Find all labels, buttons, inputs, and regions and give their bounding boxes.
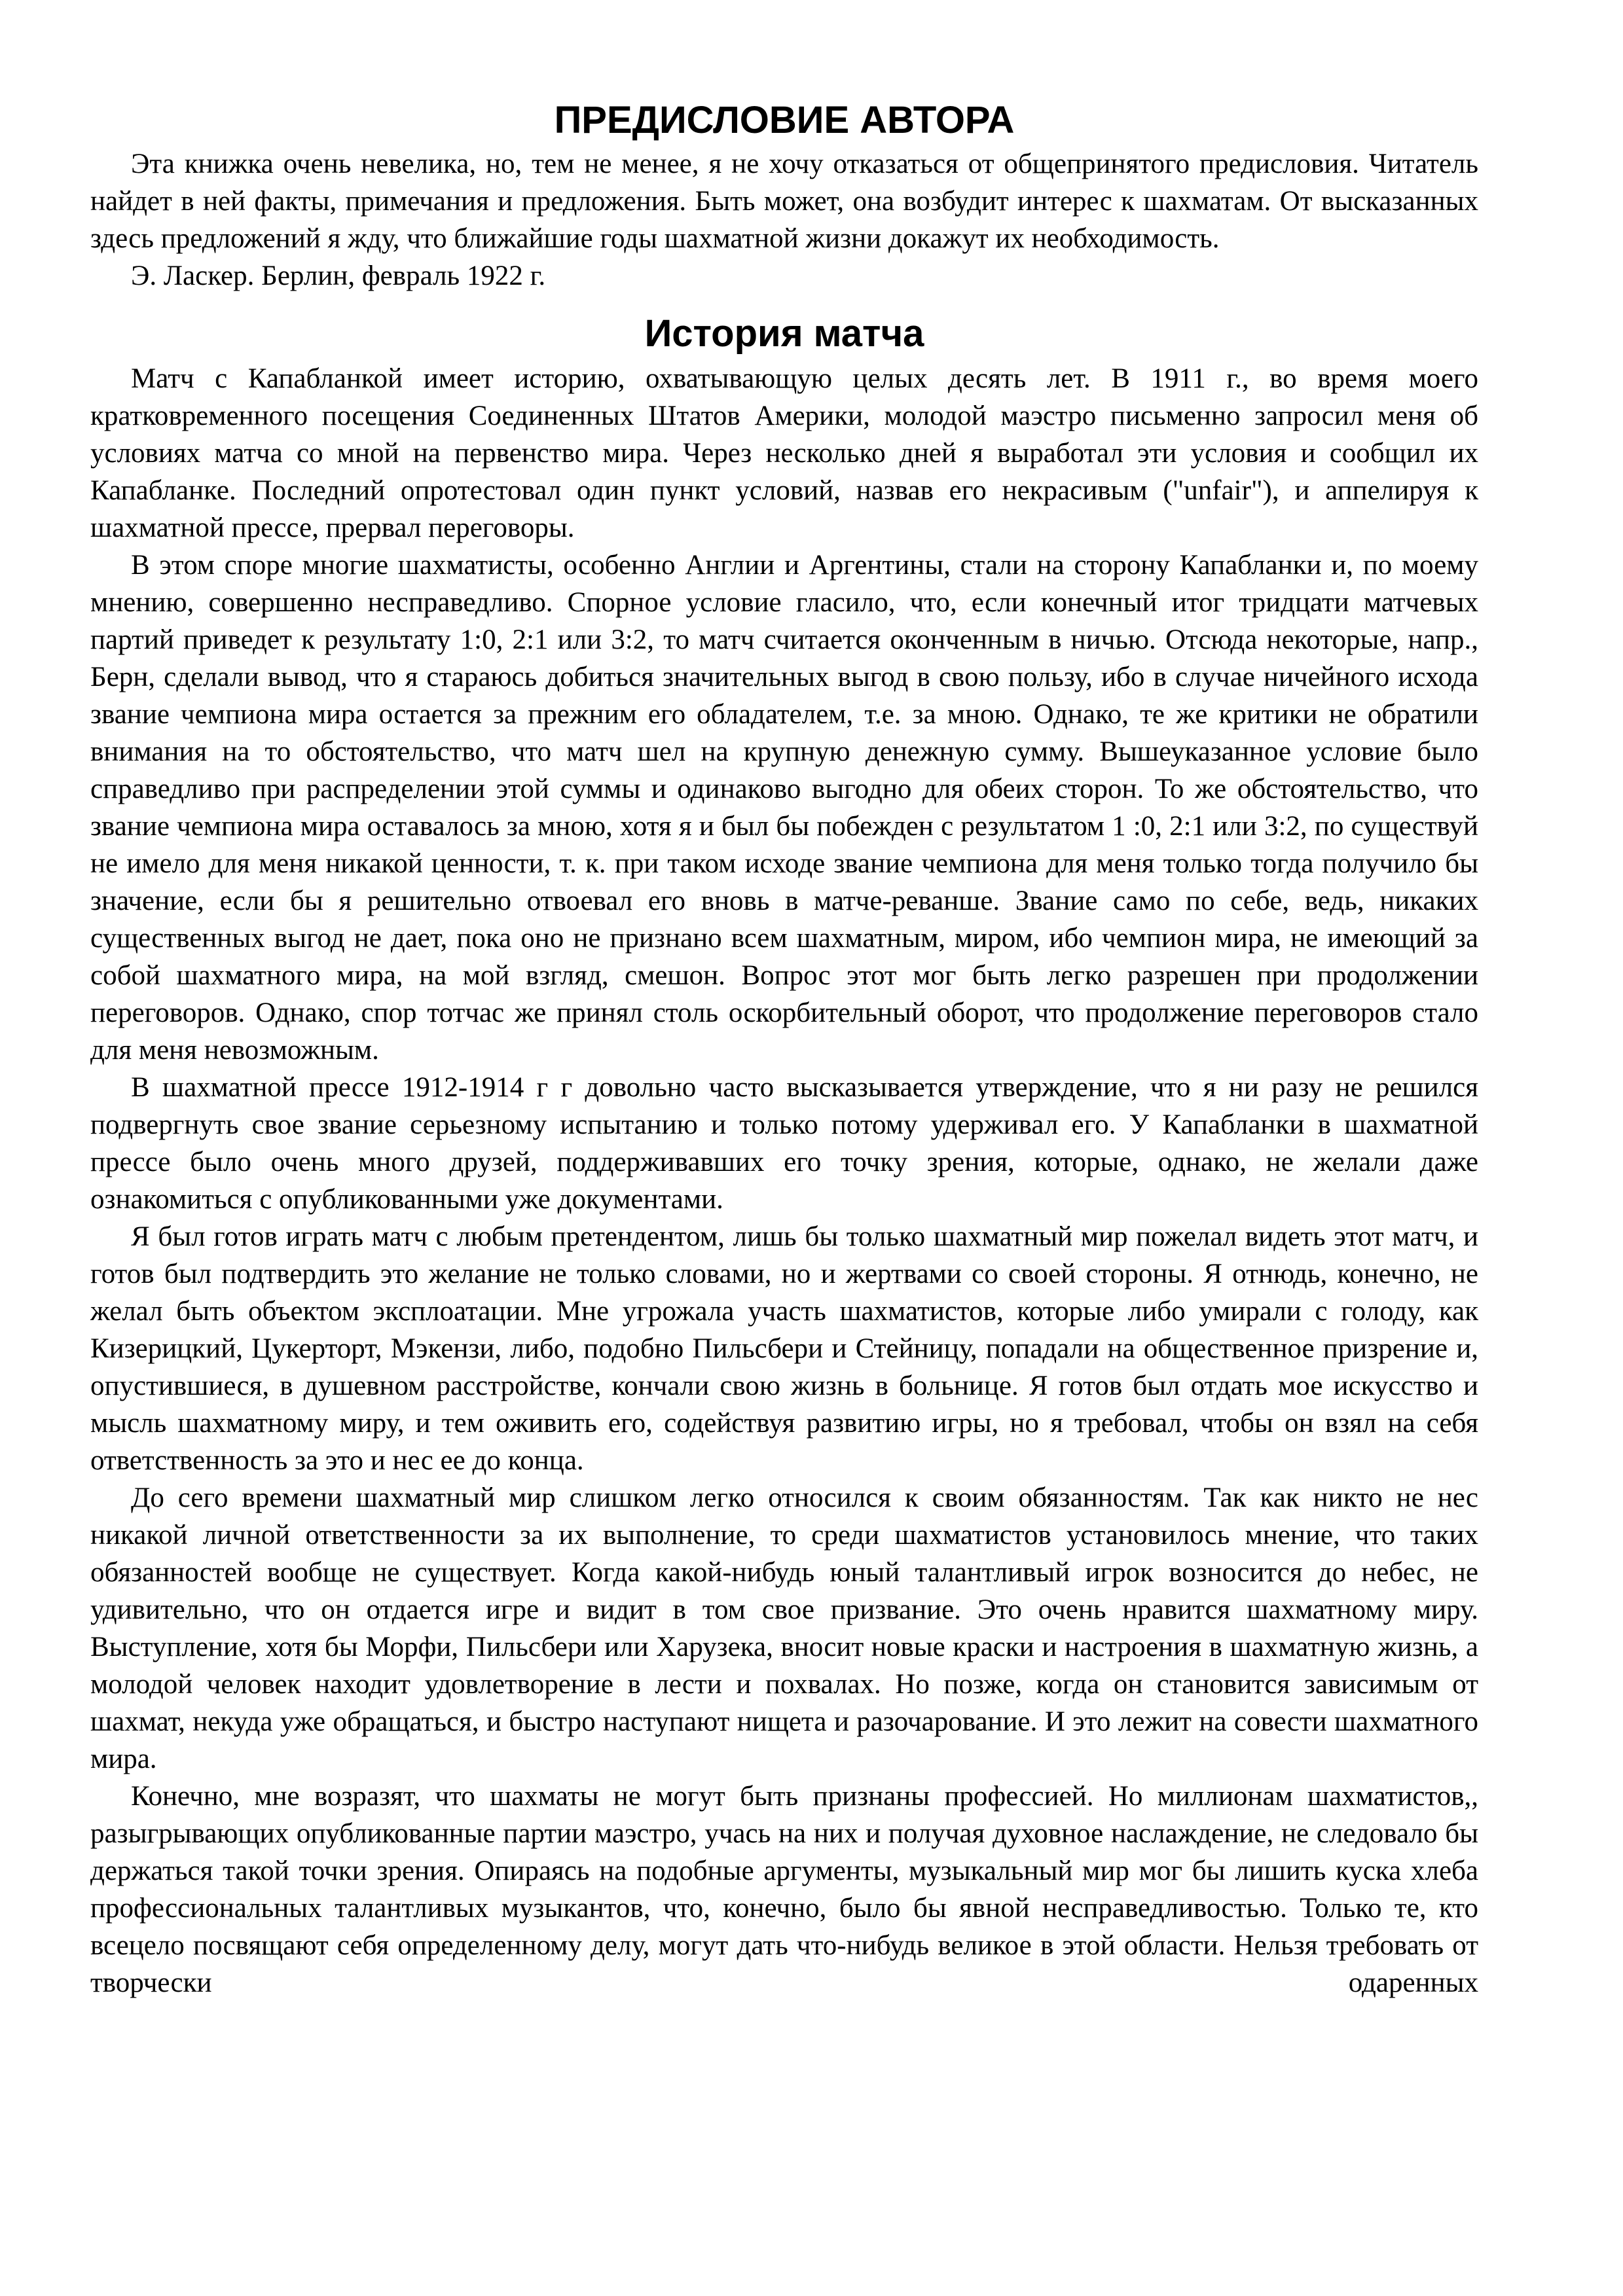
history-paragraph-3: В шахматной прессе 1912-1914 г г довольно часто высказывается утверждение, что я ни разу не решился подвергнуть свое звание серьезному испытанию и только потому удерживал его. У Капабланки в шахматной прессе было очень много друзей, поддерживавших его точку зрения, которые, однако, не желали даже ознакомиться с опубликованными уже документами. [90,1072,1478,1215]
history-paragraph-1: Матч с Капабланкой имеет историю, охватывающую целых десять лет. В 1911 г., во время моего кратковременного посещения Соединенных Штатов Америки, молодой маэстро письменно запросил меня об условиях матча со мной на первенство мира. Через несколько дней я выработал эти условия и сообщил их Капабланке. Последний опротестовал один пункт условий, назвав его некрасивым ("unfair"), и аппелируя к шахматной прессе, прервал переговоры. [90,363,1478,543]
preface-paragraph: Эта книжка очень невелика, но, тем не менее, я не хочу отказаться от общепринятого предисловия. Читатель найдет в ней факты, примечания и предложения. Быть может, она возбудит интерес к шахматам. От высказанных здесь предложений я жду, что ближайшие годы шахматной жизни докажут их необходимость. [90,149,1478,254]
history-paragraph-6: Конечно, мне возразят, что шахматы не могут быть признаны профессией. Но миллионам шахматистов,, разыгрывающих опубликованные партии маэстро, учась на них и получая духовное наслаждение, не следовало бы держаться такой точки зрения. Опираясь на подобные аргументы, музыкальный мир мог бы лишить куска хлеба профессиональных талантливых музыкантов, что, конечно, было бы явной несправедливостью. Только те, кто всецело посвящают себя определенному делу, могут дать что-нибудь великое в этой области. Нельзя требовать от творчески одаренных [90,1781,1478,1998]
history-paragraph-4: Я был готов играть матч с любым претендентом, лишь бы только шахматный мир пожелал видеть этот матч, и готов был подтвердить это желание не только словами, но и жертвами со своей стороны. Я отнюдь, конечно, не желал быть объектом эксплоатации. Мне угрожала участь шахматистов, которые либо умирали с голоду, как Кизерицкий, Цукерторт, Мэкензи, либо, подобно Пильсбери и Стейницу, попадали на общественное призрение и, опустившиеся, в душевном расстройстве, кончали свою жизнь в больнице. Я готов был отдать мое искусство и мысль шахматному миру, и тем оживить его, содействуя развитию игры, но я требовал, чтобы он взял на себя ответственность за это и нес ее до конца. [90,1221,1478,1476]
history-paragraph-5: До сего времени шахматный мир слишком легко относился к своим обязанностям. Так как никто не нес никакой личной ответственности за их выполнение, то среди шахматистов установилось мнение, что таких обязанностей вообще не существует. Когда какой-нибудь юный талантливый игрок возносится до небес, не удивительно, что он отдается игре и видит в том свое призвание. Это очень нравится шахматному миру. Выступление, хотя бы Морфи, Пильсбери или Харузека, вносит новые краски и настроения в шахматную жизнь, а молодой человек находит удовлетворение в лести и похвалах. Но позже, когда он становится зависимым от шахмат, некуда уже обращаться, и быстро наступают нищета и разочарование. И это лежит на совести шахматного мира. [90,1482,1478,1774]
history-paragraph-2: В этом споре многие шахматисты, особенно Англии и Аргентины, стали на сторону Капабланки и, по моему мнению, совершенно несправедливо. Спорное условие гласило, что, если конечный итог тридцати матчевых партий приведет к результату 1:0, 2:1 или 3:2, то матч считается оконченным в ничью. Отсюда некоторые, напр., Берн, сделали вывод, что я стараюсь добиться значительных выгод в свою пользу, ибо в случае ничейного исхода звание чемпиона мира остается за прежним его обладателем, т.е. за мною. Однако, те же критики не обратили внимания на то обстоятельство, что матч шел на крупную денежную сумму. Вышеуказанное условие было справедливо при распределении этой суммы и одинаково выгодно для обеих сторон. То же обстоятельство, что звание чемпиона мира оставалось за мною, хотя я и был бы побежден с результатом 1 :0, 2:1 или 3:2, по существуй не имело для меня никакой ценности, т. к. при таком исходе звание чемпиона для меня только тогда получило бы значение, если бы я решительно отвоевал его вновь в матче-реванше. Звание само по себе, ведь, никаких существенных выгод не дает, пока оно не признано всем шахматным, миром, ибо чемпион мира, не имеющий за собой шахматного мира, на мой взгляд, смешон. Вопрос этот мог быть легко разрешен при продолжении переговоров. Однако, спор тотчас же принял столь оскорбительный оборот, что продолжение переговоров стало для меня невозможным. [90,550,1478,1066]
preface-signature: Э. Ласкер. Берлин, февраль 1922 г. [131,260,546,291]
document-page [90,98,1478,2001]
preface-title: ПРЕДИСЛОВИЕ АВТОРА [554,99,1015,141]
history-title: История матча [644,312,924,355]
